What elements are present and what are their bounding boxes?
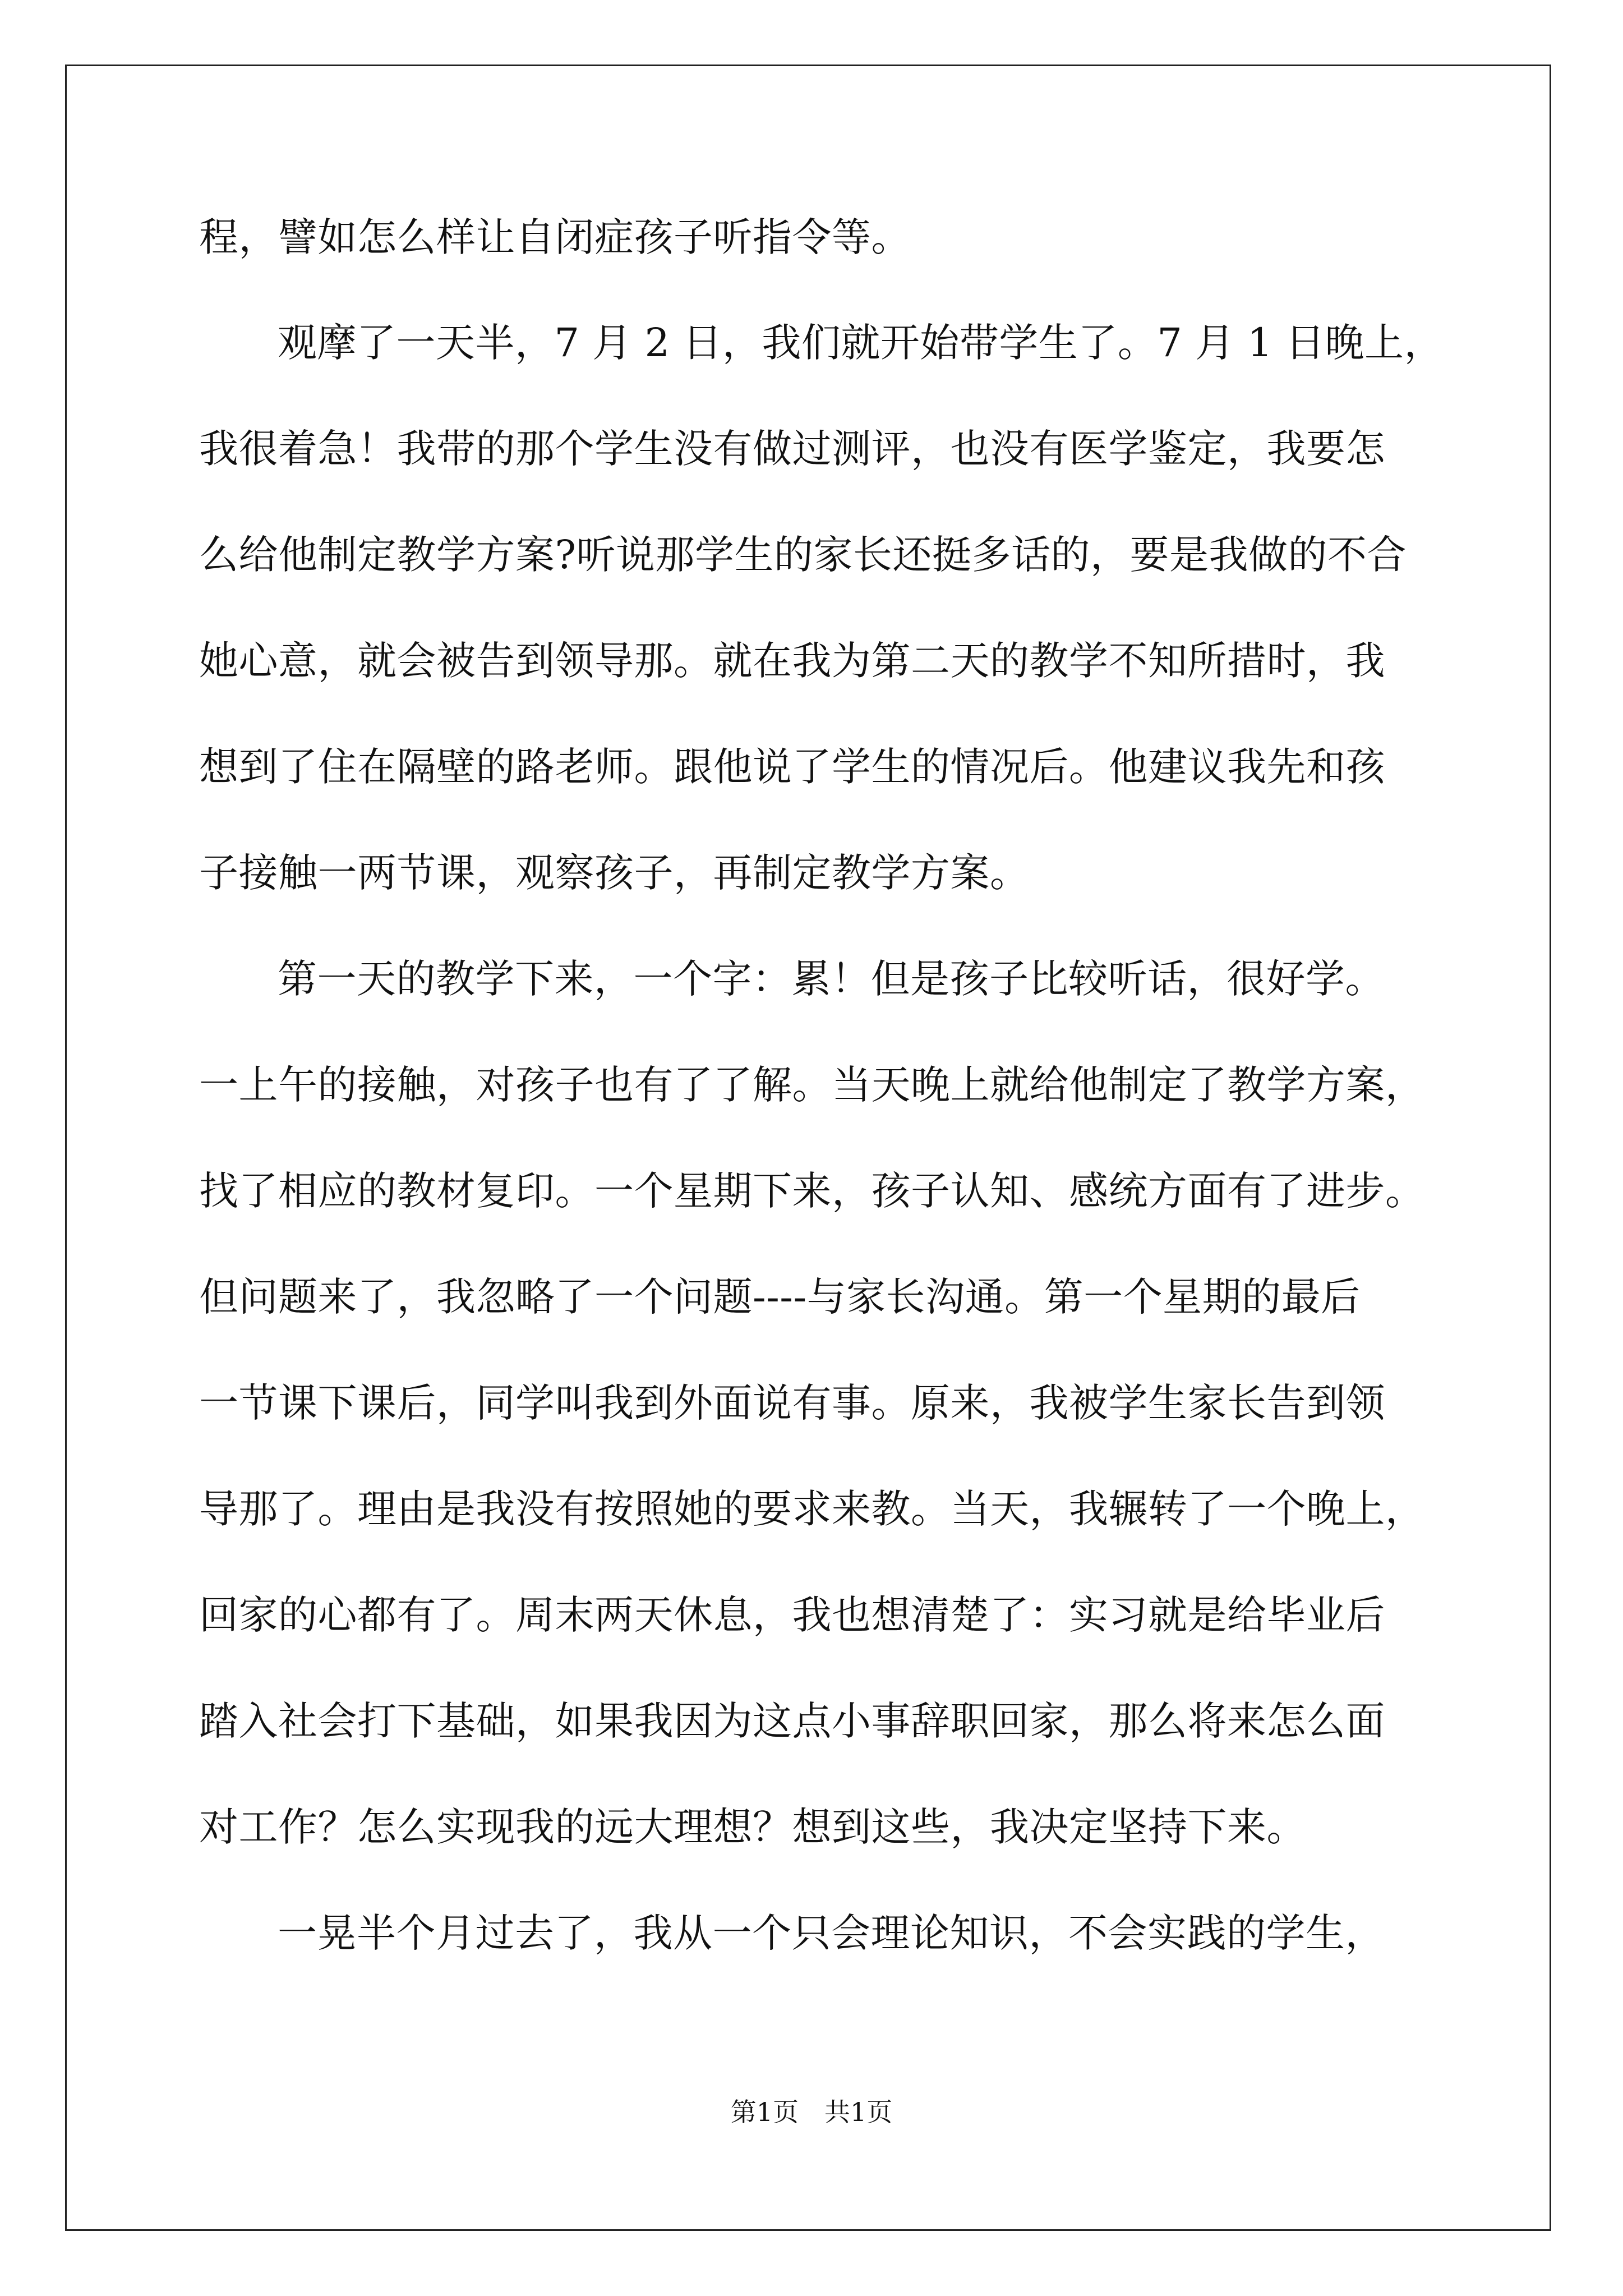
paragraph-start-line: 观摩了一天半，7 月 2 日，我们就开始带学生了。7 月 1 日晚上，	[278, 320, 1444, 366]
text-line: 程，譬如怎么样让自闭症孩子听指令等。	[199, 214, 911, 260]
text-line: 我很着急！我带的那个学生没有做过测评，也没有医学鉴定，我要怎	[199, 426, 1385, 472]
page-footer: 第1页 共1页	[730, 2097, 893, 2127]
text-line: 她心意，就会被告到领导那。就在我为第二天的教学不知所措时，我	[199, 638, 1385, 684]
text-line: 么给他制定教学方案?听说那学生的家长还挺多话的，要是我做的不合	[199, 532, 1407, 578]
text-line: 回家的心都有了。周末两天休息，我也想清楚了：实习就是给毕业后	[199, 1592, 1385, 1638]
text-line: 一上午的接触，对孩子也有了了解。当天晚上就给他制定了教学方案，	[199, 1062, 1425, 1108]
text-line: 想到了住在隔壁的路老师。跟他说了学生的情况后。他建议我先和孩	[199, 744, 1385, 790]
text-line: 踏入社会打下基础，如果我因为这点小事辞职回家，那么将来怎么面	[199, 1698, 1385, 1744]
text-line: 对工作？怎么实现我的远大理想？想到这些，我决定坚持下来。	[199, 1804, 1306, 1850]
text-line: 但问题来了，我忽略了一个问题----与家长沟通。第一个星期的最后	[199, 1274, 1361, 1320]
paragraph-start-line: 一晃半个月过去了，我从一个只会理论知识，不会实践的学生，	[278, 1910, 1385, 1956]
text-line: 找了相应的教材复印。一个星期下来，孩子认知、感统方面有了进步。	[199, 1168, 1425, 1214]
text-line: 一节课下课后，同学叫我到外面说有事。原来，我被学生家长告到领	[199, 1380, 1385, 1426]
text-line: 子接触一两节课，观察孩子，再制定教学方案。	[199, 850, 1030, 896]
page-border	[65, 65, 1551, 2231]
text-line: 导那了。理由是我没有按照她的要求来教。当天，我辗转了一个晚上，	[199, 1486, 1425, 1532]
paragraph-start-line: 第一天的教学下来，一个字：累！但是孩子比较听话，很好学。	[278, 956, 1385, 1002]
